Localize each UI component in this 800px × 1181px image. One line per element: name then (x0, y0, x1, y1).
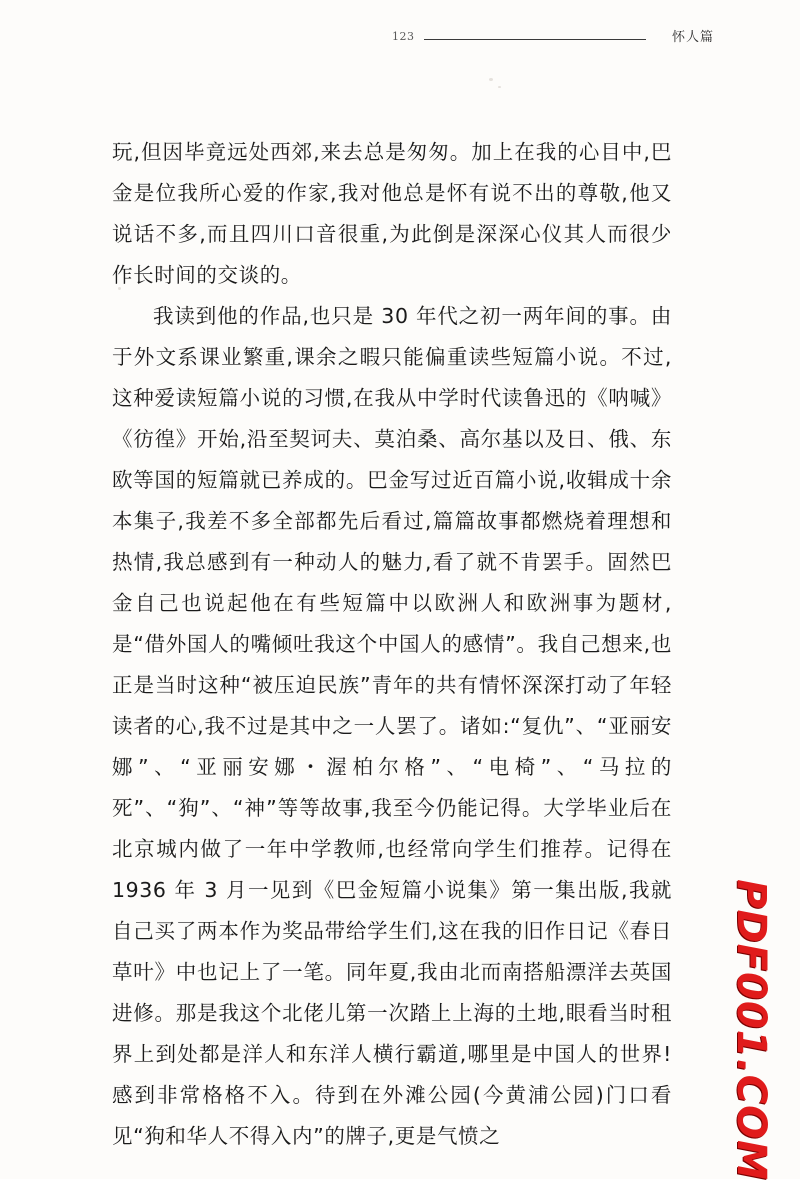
paper-speck (498, 86, 501, 88)
header-divider (424, 39, 646, 40)
page-number: 123 (392, 30, 415, 43)
paper-speck (118, 287, 121, 290)
paragraph-main: 我读到他的作品,也只是 30 年代之初一两年间的事。由于外文系课业繁重,课余之暇只能偏重读些短篇小说。不过,这种爱读短篇小说的习惯,在我从中学时代读鲁迅的《呐喊》《彷徨》开始,沿至契诃夫、莫泊桑、高尔基以及日、俄、东欧等国的短篇就已养成的。巴金写过近百篇小说,收辑成十余本集子,我差不多全部都先后看过,篇篇故事都燃烧着理想和热情,我总感到有一种动人的魅力,看了就不肯罢手。固然巴金自己也说起他在有些短篇中以欧洲人和欧洲事为题材,是“借外国人的嘴倾吐我这个中国人的感情”。我自己想来,也正是当时这种“被压迫民族”青年的共有情怀深深打动了年轻读者的心,我不过是其中之一人罢了。诸如:“复仇”、“亚丽安娜”、“亚丽安娜・渥柏尔格”、“电椅”、“马拉的死”、“狗”、“神”等等故事,我至今仍能记得。大学毕业后在北京城内做了一年中学教师,也经常向学生们推荐。记得在 1936 年 3 月一见到《巴金短篇小说集》第一集出版,我就自己买了两本作为奖品带给学生们,这在我的旧作日记《春日草叶》中也记上了一笔。同年夏,我由北而南搭船漂洋去英国进修。那是我这个北佬儿第一次踏上上海的土地,眼看当时租界上到处都是洋人和东洋人横行霸道,哪里是中国人的世界! 感到非常格格不入。待到在外滩公园(今黄浦公园)门口看见“狗和华人不得入内”的牌子,更是气愤之 (112, 304, 672, 1148)
running-title: 怀人篇 (672, 30, 715, 45)
page-header (0, 22, 800, 50)
watermark-label: PDF001.COM (728, 879, 774, 1181)
page-body (112, 132, 672, 1157)
paper-speck (489, 78, 493, 81)
paragraph-continuation: 玩,但因毕竟远处西郊,来去总是匆匆。加上在我的心目中,巴金是位我所心爱的作家,我对他总是怀有说不出的尊敬,他又说话不多,而且四川口音很重,为此倒是深深心仪其人而很少作长时间的交谈的。 (112, 140, 672, 287)
pdf-source-watermark (716, 879, 786, 1181)
